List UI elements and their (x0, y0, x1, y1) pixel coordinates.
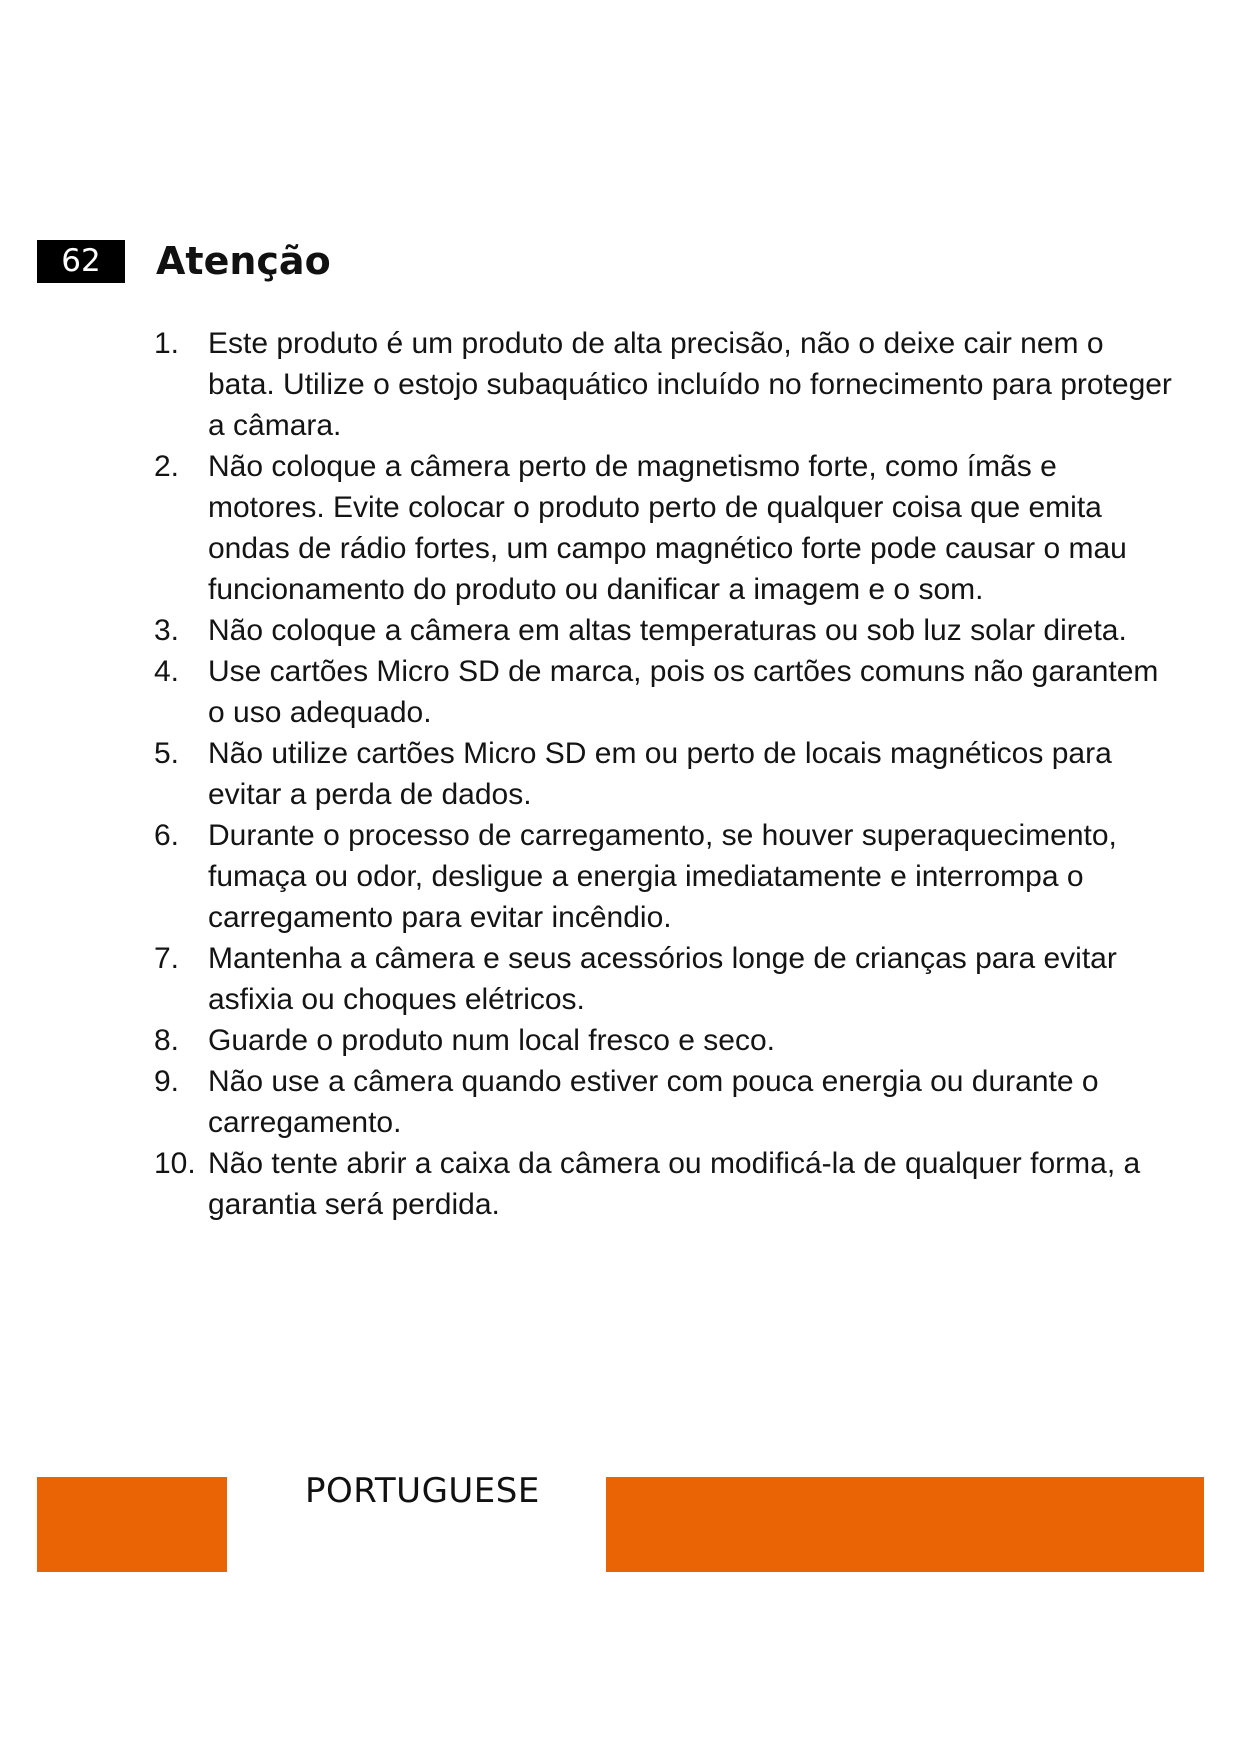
list-item (152, 1143, 1172, 1225)
list-item-number: 2. (154, 450, 180, 483)
list-item-number: 6. (154, 819, 180, 852)
list-item-number: 8. (154, 1024, 180, 1057)
list-item-number: 9. (154, 1065, 180, 1098)
list-item (152, 1061, 1172, 1143)
warning-list (152, 323, 1172, 1225)
list-item (152, 1020, 1172, 1061)
list-item (152, 610, 1172, 651)
footer-accent-bar-right (606, 1477, 1204, 1572)
list-item (152, 446, 1172, 610)
page-title: Atenção (156, 239, 331, 283)
list-item-text: Não coloque a câmera perto de magnetismo forte, como ímãs e motores. Evite colocar o produto perto de qualquer coisa que emita ondas de rádio fortes, um campo magnético forte pode causar o mau funcionamento do produto ou danificar a imagem e o som. (208, 450, 1127, 606)
page-number: 62 (37, 240, 125, 283)
list-item-text: Não coloque a câmera em altas temperaturas ou sob luz solar direta. (208, 614, 1127, 647)
list-item (152, 651, 1172, 733)
list-item-number: 4. (154, 655, 180, 688)
list-item-text: Use cartões Micro SD de marca, pois os cartões comuns não garantem o uso adequado. (208, 655, 1159, 729)
footer-accent-bar-left (37, 1477, 227, 1572)
list-item-text: Durante o processo de carregamento, se houver superaquecimento, fumaça ou odor, desligue a energia imediatamente e interrompa o carregamento para evitar incêndio. (208, 819, 1117, 934)
list-item-text: Mantenha a câmera e seus acessórios longe de crianças para evitar asfixia ou choques elétricos. (208, 942, 1117, 1016)
list-item (152, 733, 1172, 815)
footer-language-label: PORTUGUESE (305, 1471, 540, 1511)
list-item-number: 5. (154, 737, 180, 770)
list-item-text: Guarde o produto num local fresco e seco. (208, 1024, 775, 1057)
list-item-text: Não use a câmera quando estiver com pouca energia ou durante o carregamento. (208, 1065, 1099, 1139)
list-item-number: 1. (154, 327, 180, 360)
list-item-text: Não tente abrir a caixa da câmera ou modificá-la de qualquer forma, a garantia será perdida. (208, 1147, 1141, 1221)
list-item-number: 7. (154, 942, 180, 975)
list-item (152, 938, 1172, 1020)
list-item (152, 323, 1172, 446)
list-item (152, 815, 1172, 938)
list-item-text: Este produto é um produto de alta precisão, não o deixe cair nem o bata. Utilize o estojo subaquático incluído no fornecimento para proteger a câmara. (208, 327, 1172, 442)
list-item-text: Não utilize cartões Micro SD em ou perto de locais magnéticos para evitar a perda de dados. (208, 737, 1112, 811)
list-item-number: 3. (154, 614, 180, 647)
list-item-number: 10. (154, 1147, 196, 1180)
